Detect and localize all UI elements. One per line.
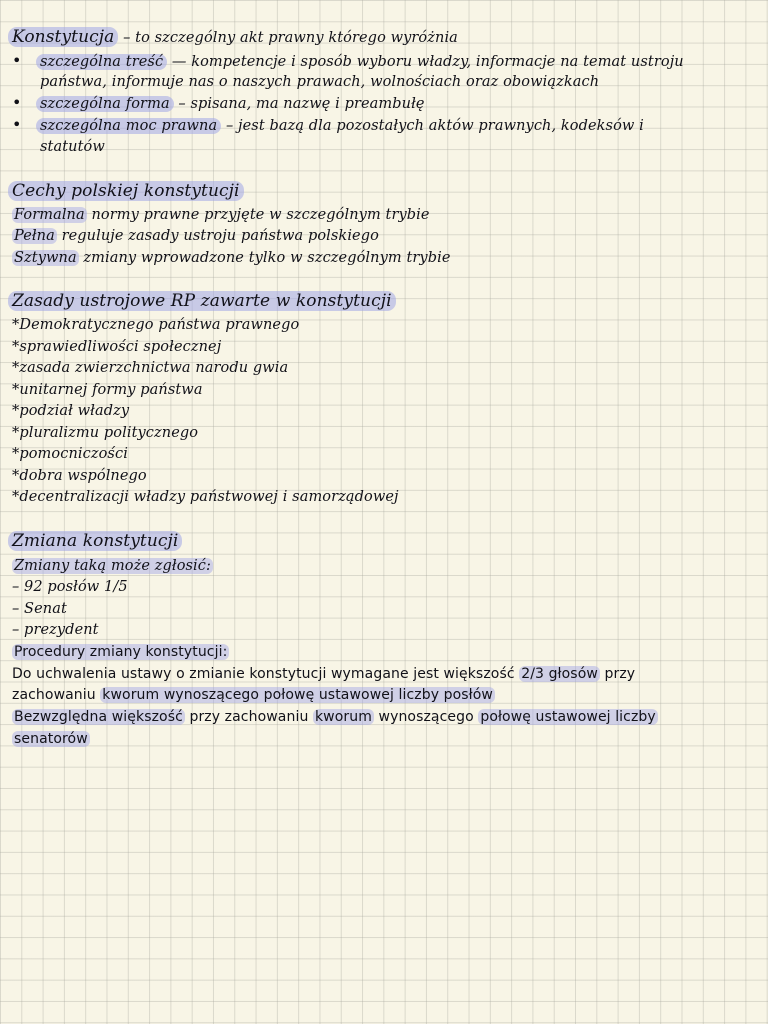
heading-text: Zasady ustrojowe RP zawarte w konstytucji bbox=[8, 291, 396, 311]
feature-row bbox=[12, 205, 752, 226]
bullet-marker: • bbox=[12, 51, 22, 70]
highlight-senators: senatorów bbox=[14, 731, 88, 747]
list-item: *pluralizmu politycznego bbox=[12, 425, 199, 441]
feature-term: Sztywna bbox=[14, 250, 77, 266]
feature-text: zmiany wprowadzone tylko w szczególnym trybie bbox=[78, 250, 451, 266]
highlight-half: połowę ustawowej liczby bbox=[480, 709, 656, 725]
bullet-tresc bbox=[40, 52, 768, 73]
feature-term: Formalna bbox=[14, 207, 85, 223]
bullet-text: – jest bazą dla pozostałych aktów prawnych, kodeksów i bbox=[221, 118, 644, 134]
procedure-line-2 bbox=[12, 685, 752, 706]
highlight-quorum: kworum wynoszącego połowę ustawowej liczby posłów bbox=[102, 687, 493, 703]
section-title-cechy bbox=[12, 181, 752, 202]
procedure-text: Do uchwalenia ustawy o zmianie konstytucji wymagane jest większość bbox=[12, 666, 520, 682]
term-tresc: szczególna treść bbox=[36, 54, 167, 70]
subheading-text: Procedury zmiany konstytucji: bbox=[14, 644, 228, 660]
list-item: – prezydent bbox=[12, 622, 99, 638]
list-item: *Demokratycznego państwa prawnego bbox=[12, 317, 300, 333]
procedure-text: przy bbox=[599, 666, 636, 682]
bullet-marker: • bbox=[12, 93, 22, 112]
procedure-text: wynoszącego bbox=[373, 709, 479, 725]
list-item: *pomocniczości bbox=[12, 446, 128, 462]
section-title-konstytucja: Konstytucja bbox=[8, 27, 118, 47]
procedure-line-3 bbox=[12, 707, 752, 728]
feature-text: normy prawne przyjęte w szczególnym trybie bbox=[86, 207, 430, 223]
subheading-procedure bbox=[12, 642, 752, 663]
highlight-kworum: kworum bbox=[314, 709, 372, 725]
subheading-text: Zmiany taką może zgłosić: bbox=[14, 558, 212, 574]
list-item: *dobra wspólnego bbox=[12, 468, 147, 484]
bullet-moc-prawna-continued: statutów bbox=[40, 139, 105, 155]
feature-term: Pełna bbox=[14, 228, 55, 244]
feature-row bbox=[12, 248, 752, 269]
definition-text: – to szczególny akt prawny którego wyróżnia bbox=[118, 30, 458, 46]
section-title-zasady bbox=[12, 291, 752, 312]
list-item: *zasada zwierzchnictwa narodu gwia bbox=[12, 360, 289, 376]
list-item: *unitarnej formy państwa bbox=[12, 382, 203, 398]
subheading-who bbox=[12, 556, 752, 577]
list-item: *podział władzy bbox=[12, 403, 130, 419]
bullet-marker: • bbox=[12, 115, 22, 134]
term-forma: szczególna forma bbox=[36, 96, 174, 112]
procedure-text: przy zachowaniu bbox=[184, 709, 313, 725]
bullet-moc-prawna bbox=[40, 116, 768, 137]
feature-row bbox=[12, 226, 752, 247]
section-title-zmiana bbox=[12, 531, 752, 552]
highlight-majority: 2/3 głosów bbox=[521, 666, 598, 682]
heading-text: Cechy polskiej konstytucji bbox=[8, 181, 244, 201]
procedure-line-4 bbox=[12, 729, 752, 750]
bullet-text: – spisana, ma nazwę i preambułę bbox=[173, 96, 425, 112]
list-item: *sprawiedliwości społecznej bbox=[12, 339, 222, 355]
feature-text: reguluje zasady ustroju państwa polskiego bbox=[56, 228, 379, 244]
highlight-absolute-majority: Bezwzględna większość bbox=[14, 709, 183, 725]
list-item: – Senat bbox=[12, 601, 67, 617]
procedure-text: zachowaniu bbox=[12, 687, 101, 703]
list-item: – 92 posłów 1/5 bbox=[12, 579, 128, 595]
procedure-line-1 bbox=[12, 664, 752, 685]
list-item: *decentralizacji władzy państwowej i samorządowej bbox=[12, 489, 399, 505]
bullet-tresc-continued: państwa, informuje nas o naszych prawach, wolnościach oraz obowiązkach bbox=[40, 74, 600, 90]
heading-text: Zmiana konstytucji bbox=[8, 531, 182, 551]
bullet-forma bbox=[40, 94, 768, 115]
bullet-text: — kompetencje i sposób wyboru władzy, informacje na temat ustroju bbox=[167, 54, 684, 70]
constitution-definition-line bbox=[12, 27, 752, 49]
term-moc-prawna: szczególna moc prawna bbox=[36, 118, 221, 134]
